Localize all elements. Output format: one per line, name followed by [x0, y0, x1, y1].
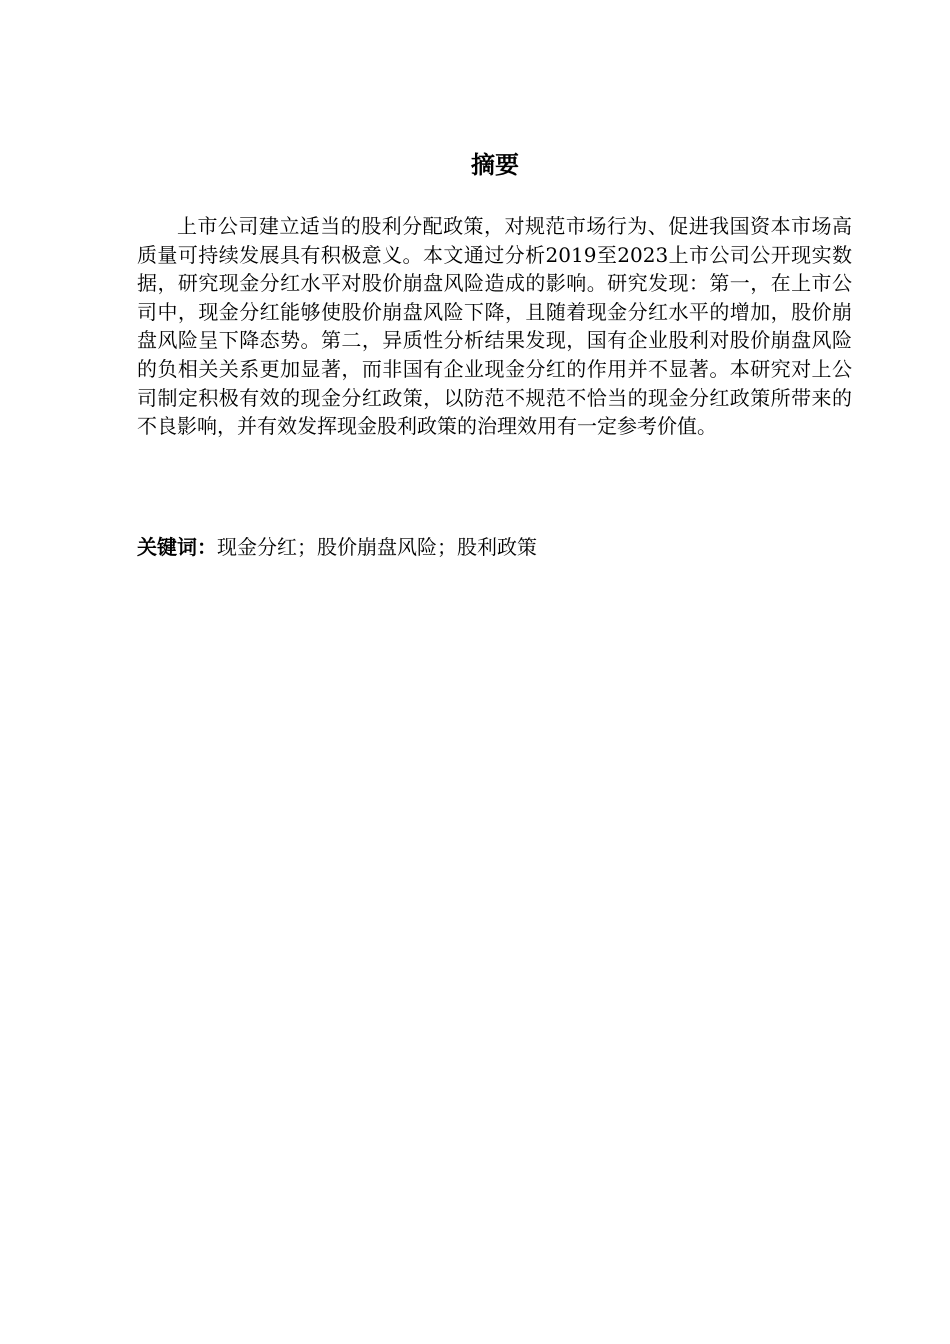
abstract-paragraph: 上市公司建立适当的股利分配政策，对规范市场行为、促进我国资本市场高质量可持续发展具有积极意义。本文通过分析2019至2023上市公司公开现实数据，研究现金分红水平对股价崩盘风险造成的影响。研究发现：第一，在上市公司中，现金分红能够使股价崩盘风险下降，且随着现金分红水平的增加，股价崩盘风险呈下降态势。第二，异质性分析结果发现，国有企业股利对股价崩盘风险的负相关关系更加显著，而非国有企业现金分红的作用并不显著。本研究对上公司制定积极有效的现金分红政策，以防范不规范不恰当的现金分红政策所带来的不良影响，并有效发挥现金股利政策的治理效用有一定参考价值。	[137, 214, 852, 439]
keywords-text: 现金分红；股价崩盘风险；股利政策	[217, 535, 537, 559]
keywords-label: 关键词：	[137, 535, 217, 559]
keywords-line	[137, 533, 852, 561]
abstract-heading: 摘要	[471, 151, 519, 179]
